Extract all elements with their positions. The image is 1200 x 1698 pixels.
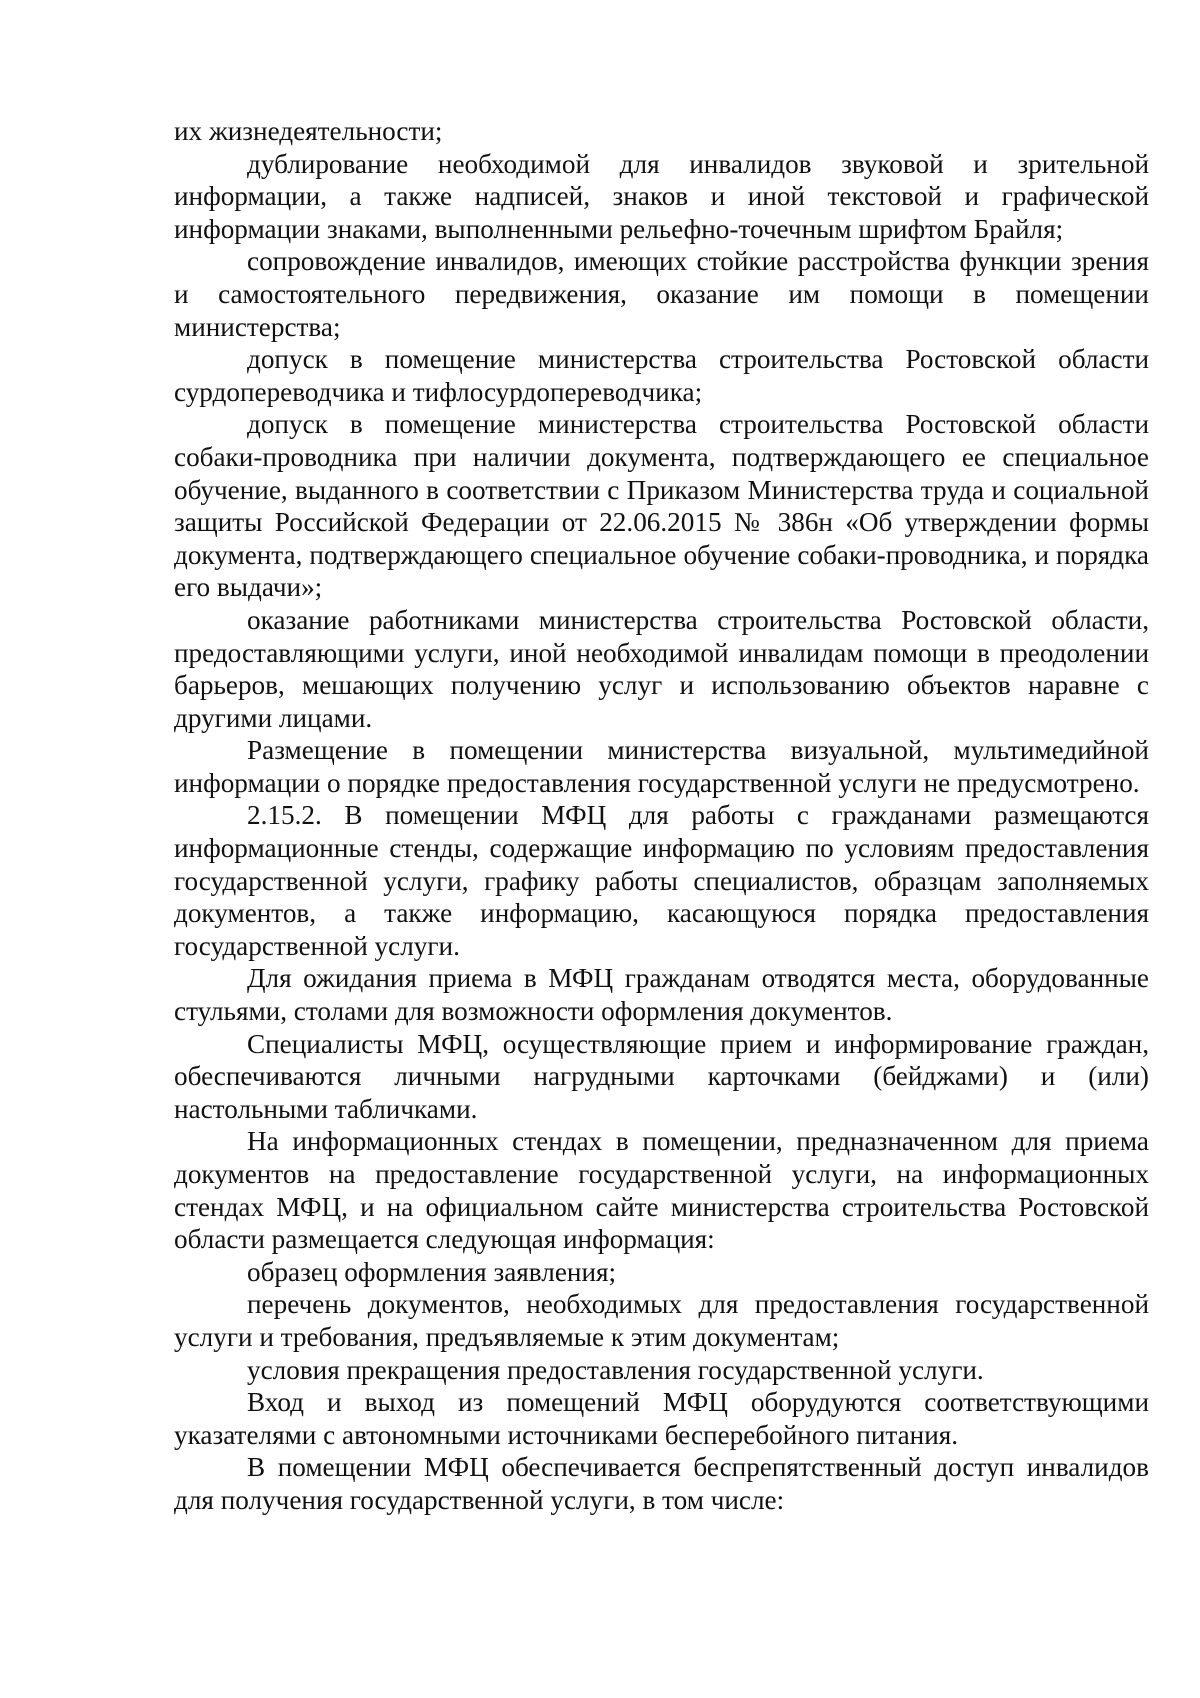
paragraph: дублирование необходимой для инвалидов звуковой и зрительной информации, а также надписей, знаков и иной текстовой и графической информации знаками, выполненными рельефно-точечным шрифтом Брайля; — [174, 148, 1149, 244]
paragraph: допуск в помещение министерства строительства Ростовской области сурдопереводчика и тифлосурдопереводчика; — [174, 344, 1149, 407]
paragraph: оказание работниками министерства строительства Ростовской области, предоставляющими услуги, иной необходимой инвалидам помощи в преодолении барьеров, мешающих получению услуг и использованию объектов наравне с другими лицами. — [174, 604, 1149, 733]
document-body — [174, 115, 1149, 1517]
paragraph: допуск в помещение министерства строительства Ростовской области собаки-проводника при наличии документа, подтверждающего ее специальное обучение, выданного в соответствии с Приказом Министерства труда и социальной защиты Российской Федерации от 22.06.2015 № 386н «Об утверждении формы документа, подтверждающего специальное обучение собаки-проводника, и порядка его выдачи»; — [174, 409, 1149, 603]
paragraph: сопровождение инвалидов, имеющих стойкие расстройства функции зрения и самостоятельного передвижения, оказание им помощи в помещении министерства; — [174, 246, 1149, 342]
paragraph: образец оформления заявления; — [247, 1256, 617, 1287]
paragraph: В помещении МФЦ обеспечивается беспрепятственный доступ инвалидов для получения государственной услуги, в том числе: — [174, 1452, 1149, 1515]
paragraph: Специалисты МФЦ, осуществляющие прием и информирование граждан, обеспечиваются личными нагрудными карточками (бейджами) и (или) настольными табличками. — [174, 1028, 1149, 1124]
paragraph: Для ожидания приема в МФЦ гражданам отводятся места, оборудованные стульями, столами для возможности оформления документов. — [174, 963, 1149, 1027]
paragraph: перечень документов, необходимых для предоставления государственной услуги и требования, предъявляемые к этим документам; — [174, 1289, 1149, 1352]
paragraph: их жизнедеятельности; — [174, 116, 443, 146]
paragraph: 2.15.2. В помещении МФЦ для работы с гражданами размещаются информационные стенды, содержащие информацию по условиям предоставления государственной услуги, графику работы специалистов, образцам заполняемых документов, а также информацию, касающуюся порядка предоставления государственной услуги. — [174, 800, 1149, 961]
paragraph: Вход и выход из помещений МФЦ оборудуются соответствующими указателями с автономными источниками бесперебойного питания. — [174, 1387, 1149, 1450]
paragraph: На информационных стендах в помещении, предназначенном для приема документов на предоставление государственной услуги, на информационных стендах МФЦ, и на официальном сайте министерства строительства Ростовской области размещается следующая информация: — [174, 1126, 1149, 1255]
paragraph: Размещение в помещении министерства визуальной, мультимедийной информации о порядке предоставления государственной услуги не предусмотрено. — [174, 735, 1149, 798]
paragraph: условия прекращения предоставления государственной услуги. — [247, 1354, 984, 1385]
